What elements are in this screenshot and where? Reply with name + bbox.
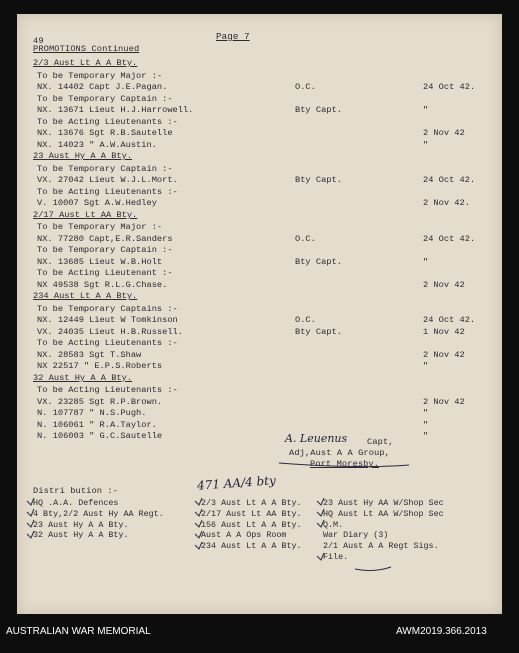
promotion-date: ": [423, 361, 429, 372]
footer-accession-number: AWM2019.366.2013: [396, 626, 487, 637]
pen-tick-marks: [17, 14, 502, 614]
distribution-item: Q.M.: [323, 519, 344, 530]
distribution-item: 2/3 Aust Lt A A Bty.: [201, 498, 302, 508]
promotion-date: 24 Oct 42.: [423, 175, 476, 186]
unit-heading: 23 Aust Hy A A Bty.: [33, 151, 133, 162]
distribution-item: 2/1 Aust A A Regt Sigs.: [323, 541, 439, 552]
distribution-item: 23 Aust Hy A A Bty.: [33, 519, 129, 530]
promotion-name: NX. 77280 Capt,E.R.Sanders: [37, 233, 173, 244]
distribution-item: Aust A A Ops Room: [201, 530, 287, 541]
promotion-appointment: Bty Capt.: [295, 175, 342, 186]
promotion-date: ": [423, 431, 429, 442]
promotion-appointment: O.C.: [295, 315, 316, 326]
promotion-name: NX 22517 " E.P.S.Roberts: [37, 361, 163, 372]
handwritten-note: 471 AA/4 bty: [196, 473, 277, 493]
promotion-date: ": [423, 139, 429, 150]
promotion-name: NX. 12449 Lieut W Tomkinson: [37, 315, 178, 326]
promotion-date: 2 Nov 42.: [423, 198, 470, 209]
promotion-name: VX. 24035 Lieut H.B.Russell.: [37, 326, 183, 337]
promotion-appointment: Bty Capt.: [295, 326, 342, 337]
unit-heading: 2/17 Aust Lt AA Bty.: [33, 209, 138, 220]
distribution-item: HQ Aust Lt AA W/Shop Sec: [323, 508, 444, 519]
promotion-name: N. 107787 " N.S.Pugh.: [37, 408, 147, 419]
distribution-item: File.: [323, 551, 349, 562]
document-page: [17, 14, 502, 614]
promotion-name: NX. 13685 Lieut W.B.Holt: [37, 256, 163, 267]
promotion-name: NX. 13676 Sgt R.B.Sautelle: [37, 128, 173, 139]
promotion-group-header: To be Temporary Captain :-: [37, 245, 173, 256]
distribution-item: 32 Aust Hy A A Bty.: [33, 530, 129, 541]
promotion-name: NX. 28583 Sgt T.Shaw: [37, 349, 142, 360]
promotion-date: 2 Nov 42: [423, 396, 465, 407]
distribution-item: HQ .A.A. Defences: [33, 498, 119, 508]
promotion-name: NX. 14023 " A.W.Austin.: [37, 139, 157, 150]
signature-place: Port Moresby.: [310, 459, 380, 469]
page-title: Page 7: [216, 31, 250, 42]
footer-institution: AUSTRALIAN WAR MEMORIAL: [6, 626, 151, 637]
promotion-group-header: To be Temporary Major :-: [37, 222, 163, 233]
promotion-date: 2 Nov 42: [423, 128, 465, 139]
archive-footer: [0, 614, 519, 653]
promotion-group-header: To be Acting Lieutenants :-: [37, 116, 178, 127]
promotion-date: 2 Nov 42: [423, 349, 465, 360]
promotion-date: 24 Oct 42.: [423, 82, 476, 93]
distribution-item: 4 Bty,2/2 Aust Hy AA Regt.: [33, 508, 164, 519]
promotion-date: 2 Nov 42: [423, 279, 465, 290]
promotion-group-header: To be Temporary Captains :-: [37, 303, 178, 314]
page-number-left: 49: [33, 36, 44, 46]
promotion-name: VX. 23285 Sgt R.P.Brown.: [37, 396, 163, 407]
promotion-name: N. 106003 " G.C.Sautelle: [37, 431, 163, 442]
promotion-date: ": [423, 408, 429, 419]
promotion-date: ": [423, 105, 429, 116]
promotion-appointment: O.C.: [295, 233, 316, 244]
promotion-group-header: To be Acting Lieutenants :-: [37, 385, 178, 396]
heading-promotions: PROMOTIONS Continued: [33, 44, 140, 54]
unit-heading: 2/3 Aust Lt A A Bty.: [33, 58, 138, 68]
distribution-item: War Diary (3): [323, 530, 389, 541]
distribution-item: 23 Aust Hy AA W/Shop Sec: [323, 498, 444, 508]
distribution-label: Distri bution :-: [33, 486, 119, 496]
promotion-group-header: To be Acting Lieutenant :-: [37, 268, 173, 279]
promotion-group-header: To be Acting Lieutenants :-: [37, 338, 178, 349]
promotion-name: NX. 13671 Lieut H.J.Harrowell.: [37, 105, 194, 116]
promotion-date: 1 Nov 42: [423, 326, 465, 337]
promotion-name: VX. 27042 Lieut W.J.L.Mort.: [37, 175, 178, 186]
promotion-name: NX. 14402 Capt J.E.Pagan.: [37, 82, 168, 93]
promotion-name: N. 106061 " R.A.Taylor.: [37, 419, 157, 430]
promotion-appointment: O.C.: [295, 82, 316, 93]
promotion-group-header: To be Temporary Captain :-: [37, 163, 173, 174]
distribution-item: 156 Aust Lt A A Bty.: [201, 519, 302, 530]
promotion-group-header: To be Temporary Captain :-: [37, 93, 173, 104]
unit-heading: 234 Aust Lt A A Bty.: [33, 291, 138, 302]
promotion-appointment: Bty Capt.: [295, 105, 342, 116]
promotion-group-header: To be Acting Lieutenants :-: [37, 186, 178, 197]
distribution-item: 234 Aust Lt A A Bty.: [201, 541, 302, 552]
promotion-date: ": [423, 256, 429, 267]
unit-heading: 32 Aust Hy A A Bty.: [33, 372, 133, 383]
promotion-date: ": [423, 419, 429, 430]
signature-rank: Capt,: [367, 437, 394, 447]
promotion-name: V. 10007 Sgt A.W.Hedley: [37, 198, 157, 209]
promotion-appointment: Bty Capt.: [295, 256, 342, 267]
promotion-group-header: To be Temporary Major :-: [37, 70, 163, 81]
signature-scrawl: A. Leuenus: [285, 432, 348, 445]
promotion-date: 24 Oct 42.: [423, 315, 476, 326]
signature-title: Adj,Aust A A Group,: [289, 448, 390, 458]
promotion-name: NX 49538 Sgt R.L.G.Chase.: [37, 279, 168, 290]
distribution-item: 2/17 Aust Lt AA Bty.: [201, 508, 302, 519]
promotion-date: 24 Oct 42.: [423, 233, 476, 244]
